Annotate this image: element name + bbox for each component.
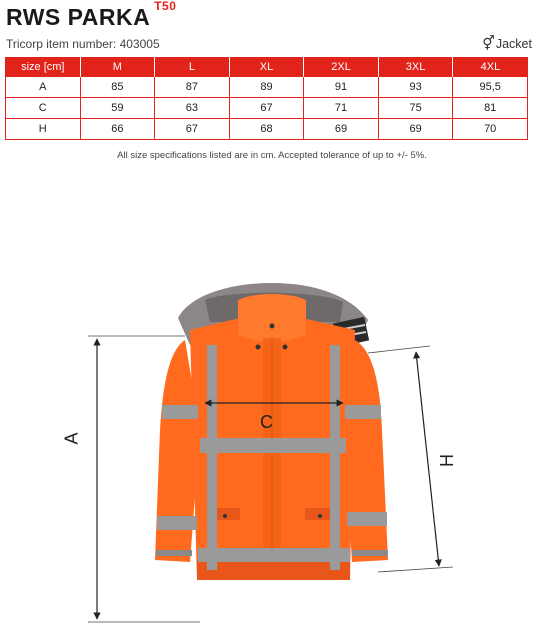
table-cell: A <box>6 77 81 98</box>
table-cell: 59 <box>80 98 155 119</box>
table-cell: C <box>6 98 81 119</box>
column-header: 2XL <box>304 57 379 77</box>
table-cell: H <box>6 119 81 140</box>
label-h: H <box>437 454 457 467</box>
label-c: C <box>260 412 273 432</box>
size-note: All size specifications listed are in cm. Accepted tolerance of up to +/- 5%. <box>117 150 427 161</box>
table-cell: 93 <box>378 77 453 98</box>
column-header: L <box>155 57 230 77</box>
label-a: A <box>61 432 82 445</box>
column-header: 3XL <box>378 57 453 77</box>
table-cell: 68 <box>229 119 304 140</box>
gender-text: Jacket <box>495 37 532 51</box>
table-cell: 67 <box>229 98 304 119</box>
table-cell: 81 <box>453 98 528 119</box>
male-female-icon: ⚥ <box>482 35 495 51</box>
table-cell: 63 <box>155 98 230 119</box>
table-cell: 71 <box>304 98 379 119</box>
column-header: size [cm] <box>6 57 81 77</box>
column-header: 4XL <box>453 57 528 77</box>
product-badge: T50 <box>154 0 177 14</box>
table-cell: 85 <box>80 77 155 98</box>
table-cell: 69 <box>304 119 379 140</box>
table-cell: 66 <box>80 119 155 140</box>
table-cell: 95,5 <box>453 77 528 98</box>
table-cell: 75 <box>378 98 453 119</box>
column-header: XL <box>229 57 304 77</box>
column-header: M <box>80 57 155 77</box>
table-cell: 87 <box>155 77 230 98</box>
table-cell: 89 <box>229 77 304 98</box>
product-name: RWS PARKA <box>6 4 151 30</box>
table-cell: 70 <box>453 119 528 140</box>
table-cell: 91 <box>304 77 379 98</box>
table-cell: 67 <box>155 119 230 140</box>
table-cell: 69 <box>378 119 453 140</box>
item-number: Tricorp item number: 403005 <box>6 37 160 51</box>
